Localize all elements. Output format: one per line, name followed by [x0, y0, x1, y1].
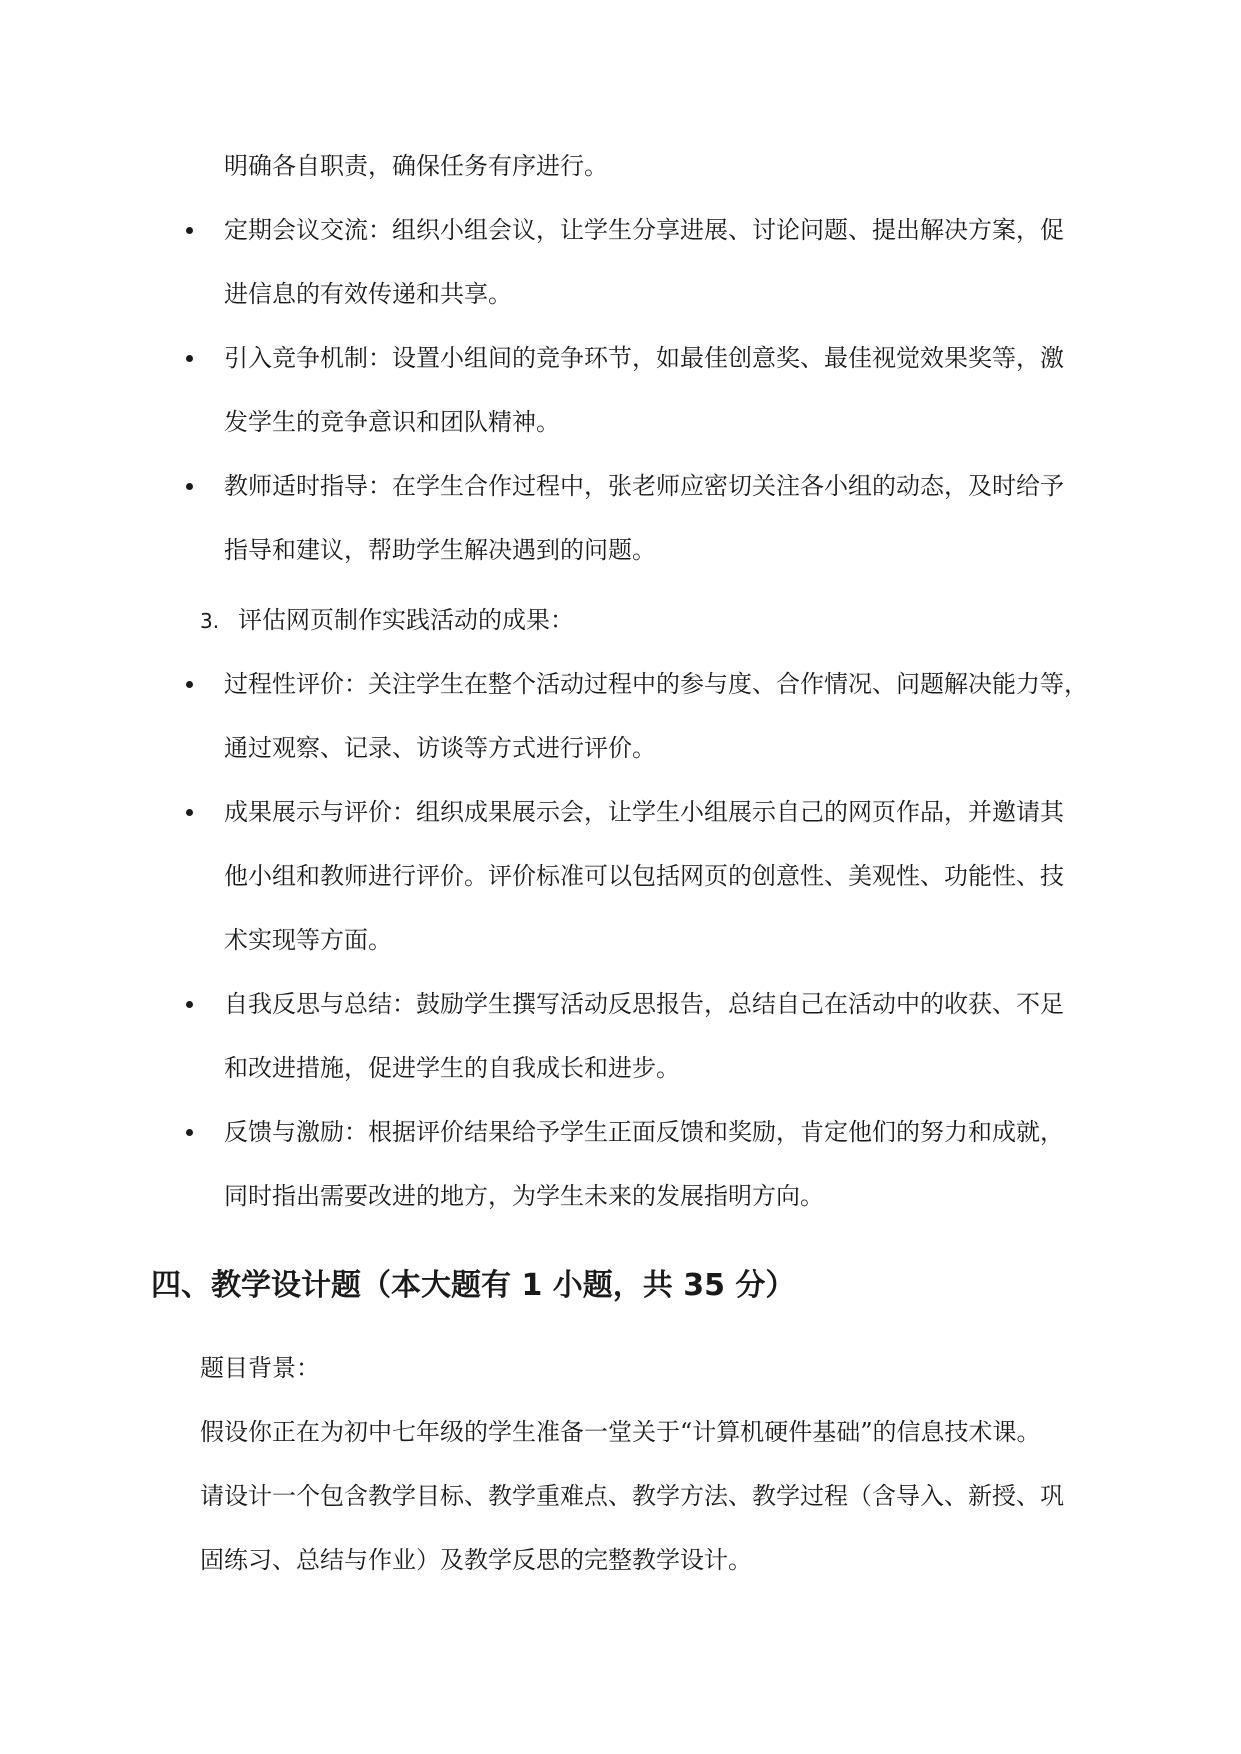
list-item-line: 术实现等方面。	[224, 926, 392, 954]
list-item-line: 和改进措施，促进学生的自我成长和进步。	[224, 1054, 680, 1082]
list-item-line: 成果展示与评价：组织成果展示会，让学生小组展示自己的网页作品，并邀请其	[224, 798, 1064, 826]
bullet-icon	[186, 483, 193, 490]
bullet-icon	[186, 227, 193, 234]
list-item-line: 通过观察、记录、访谈等方式进行评价。	[224, 734, 656, 762]
list-item-line: 指导和建议，帮助学生解决遇到的问题。	[224, 536, 656, 564]
list-item-line: 反馈与激励：根据评价结果给予学生正面反馈和奖励，肯定他们的努力和成就，	[224, 1118, 1064, 1146]
bullet-icon	[186, 1001, 193, 1008]
item-text: 评估网页制作实践活动的成果：	[238, 606, 574, 634]
list-item-line: 教师适时指导：在学生合作过程中，张老师应密切关注各小组的动态，及时给予	[224, 472, 1064, 500]
bullet-icon	[186, 355, 193, 362]
question-line: 假设你正在为初中七年级的学生准备一堂关于“计算机硬件基础”的信息技术课。	[200, 1418, 1041, 1446]
section-heading: 四、教学设计题（本大题有 1 小题，共 35 分）	[151, 1268, 796, 1303]
list-item-line: 同时指出需要改进的地方，为学生未来的发展指明方向。	[224, 1182, 824, 1210]
list-item-line: 进信息的有效传递和共享。	[224, 280, 512, 308]
list-item-line: 发学生的竞争意识和团队精神。	[224, 408, 560, 436]
question-line: 固练习、总结与作业）及教学反思的完整教学设计。	[200, 1546, 752, 1574]
background-label: 题目背景：	[200, 1354, 320, 1382]
list-item-line: 定期会议交流：组织小组会议，让学生分享进展、讨论问题、提出解决方案，促	[224, 216, 1064, 244]
item-number: 3.	[200, 609, 220, 633]
list-item-line: 自我反思与总结：鼓励学生撰写活动反思报告，总结自己在活动中的收获、不足	[224, 990, 1064, 1018]
question-line: 请设计一个包含教学目标、教学重难点、教学方法、教学过程（含导入、新授、巩	[200, 1482, 1064, 1510]
bullet-icon	[186, 681, 193, 688]
list-item-line: 他小组和教师进行评价。评价标准可以包括网页的创意性、美观性、功能性、技	[224, 862, 1064, 890]
bullet-icon	[186, 809, 193, 816]
list-item-line: 过程性评价：关注学生在整个活动过程中的参与度、合作情况、问题解决能力等，	[224, 670, 1088, 698]
continuation-text: 明确各自职责，确保任务有序进行。	[224, 152, 608, 180]
bullet-icon	[186, 1129, 193, 1136]
list-item-line: 引入竞争机制：设置小组间的竞争环节，如最佳创意奖、最佳视觉效果奖等，激	[224, 344, 1064, 372]
